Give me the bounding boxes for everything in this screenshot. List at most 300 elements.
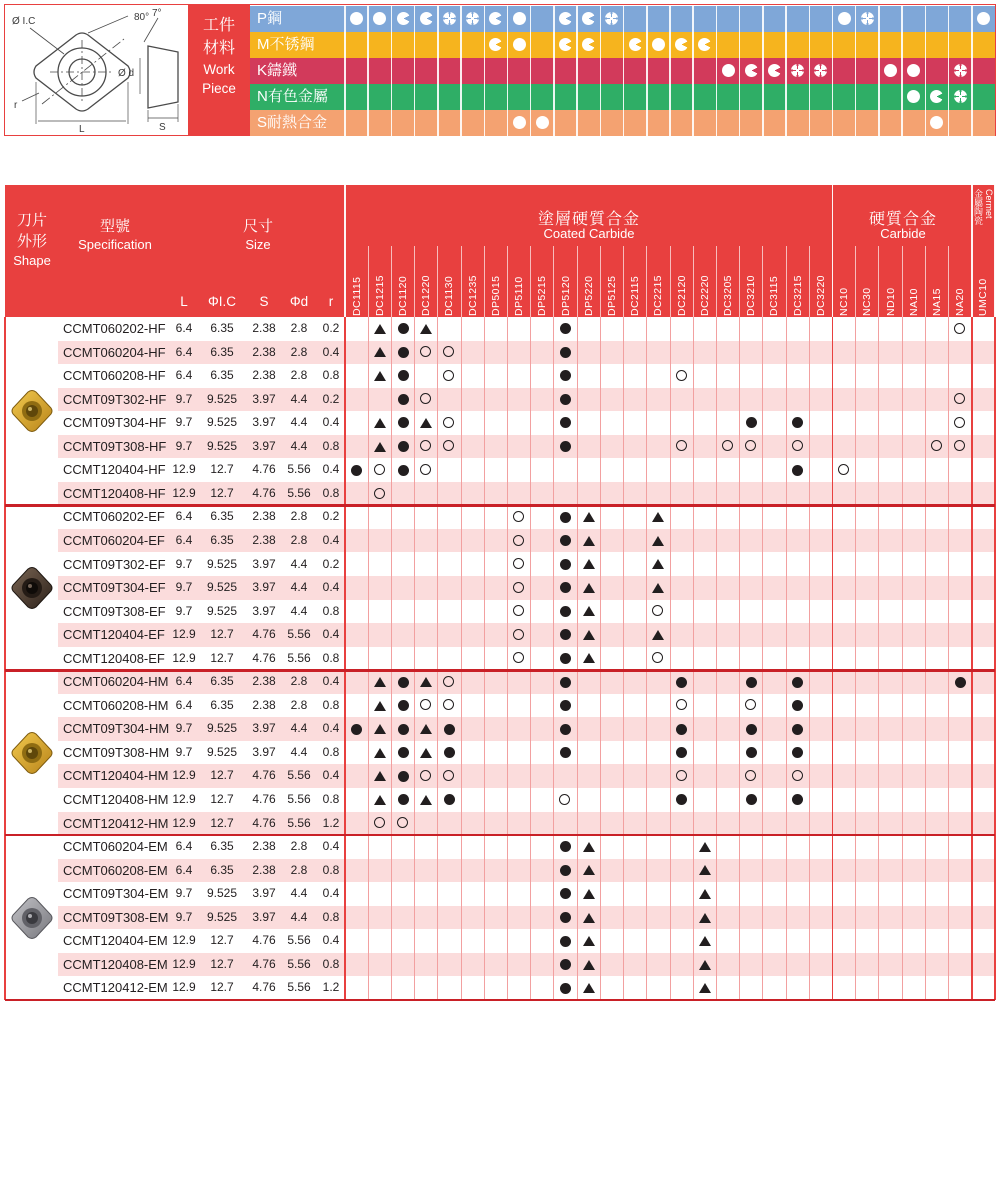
grade-mark-tri: [374, 724, 386, 734]
grade-mark-ring: [676, 699, 687, 710]
size-cell: 3.97: [252, 909, 276, 924]
grade-mark-ring: [513, 558, 524, 569]
grade-column-header-DC3115: DC3115: [768, 275, 781, 316]
insert-drawing-svg: [6, 6, 188, 134]
grade-mark-dot: [792, 724, 803, 735]
strip-column-divider: [762, 6, 764, 136]
grade-mark-ring: [374, 488, 385, 499]
size-cell: 4.4: [290, 886, 308, 901]
material-rating-full-icon: [652, 38, 665, 51]
grade-mark-dot: [398, 724, 409, 735]
shape-header-en: Shape: [13, 253, 51, 268]
grade-mark-dot: [560, 936, 571, 947]
size-cell: 3.97: [252, 886, 276, 901]
grade-mark-tri: [699, 889, 711, 899]
drawing-label-S: S: [159, 122, 166, 133]
cermet-group-header-en: Cermet: [984, 189, 994, 219]
grade-mark-dot: [398, 677, 409, 688]
size-cell: 0.8: [322, 438, 340, 453]
size-cell: 12.9: [172, 627, 196, 642]
grade-mark-ring: [513, 535, 524, 546]
body-column-line: [693, 317, 694, 1000]
size-cell: 9.525: [206, 415, 238, 430]
grade-mark-tri: [583, 536, 595, 546]
size-cell: 12.9: [172, 980, 196, 995]
size-cell: 9.525: [206, 603, 238, 618]
grade-mark-dot: [560, 512, 571, 523]
grade-mark-tri: [583, 913, 595, 923]
size-cell: 2.8: [290, 839, 308, 854]
grade-mark-dot: [792, 747, 803, 758]
grade-column-header-ND10: ND10: [884, 287, 897, 316]
grade-mark-tri: [374, 347, 386, 357]
body-column-line: [368, 317, 369, 1000]
group-separator-line: [5, 504, 995, 507]
size-cell: 12.7: [210, 956, 234, 971]
grade-mark-dot: [398, 747, 409, 758]
material-rating-pac-icon: [559, 12, 572, 25]
grade-mark-tri: [420, 324, 432, 334]
spec-cell: CCMT120408-EM: [63, 956, 168, 972]
size-cell: 12.9: [172, 933, 196, 948]
strip-column-divider: [623, 6, 625, 136]
grade-mark-dot: [792, 677, 803, 688]
grade-column-header-DC3210: DC3210: [745, 275, 758, 316]
grade-mark-ring: [652, 605, 663, 616]
insert-photo-gray: [7, 895, 57, 941]
material-rating-full-icon: [513, 116, 526, 129]
grade-mark-ring: [792, 770, 803, 781]
header-column-divider: [437, 246, 438, 317]
grade-mark-dot: [398, 465, 409, 476]
size-cell: 9.7: [175, 744, 193, 759]
header-column-divider: [368, 246, 369, 317]
header-column-divider: [670, 246, 671, 317]
body-column-line: [553, 317, 554, 1000]
body-column-line: [994, 317, 996, 1000]
body-column-line: [762, 317, 763, 1000]
spec-cell: CCMT060204-EM: [63, 839, 168, 855]
spec-cell: CCMT09T302-HF: [63, 391, 167, 407]
header-column-divider: [716, 246, 717, 317]
strip-column-divider: [971, 6, 973, 136]
size-cell: 4.76: [252, 485, 276, 500]
spec-cell: CCMT120404-EM: [63, 933, 168, 949]
material-rating-pac-icon: [768, 64, 781, 77]
size-cell: 2.8: [290, 532, 308, 547]
grade-mark-ring: [652, 652, 663, 663]
grade-column-header-DC1115: DC1115: [350, 276, 363, 316]
size-cell: 12.9: [172, 956, 196, 971]
spec-cell: CCMT060208-HM: [63, 697, 169, 713]
body-column-line: [507, 317, 508, 1000]
grade-mark-dot: [792, 417, 803, 428]
size-cell: 4.76: [252, 815, 276, 830]
size-cell: 3.97: [252, 603, 276, 618]
size-cell: 4.76: [252, 768, 276, 783]
grade-mark-dot: [560, 724, 571, 735]
grade-mark-tri: [583, 960, 595, 970]
material-rating-clover-icon: [443, 12, 456, 25]
body-column-line: [809, 317, 810, 1000]
strip-column-divider: [832, 6, 834, 136]
strip-column-divider: [878, 6, 880, 136]
material-row-label: P鋼: [257, 9, 283, 27]
size-cell: 9.525: [206, 580, 238, 595]
body-column-line: [855, 317, 856, 1000]
group-separator-line: [5, 999, 995, 1002]
size-cell: 4.4: [290, 909, 308, 924]
grade-mark-dot: [398, 441, 409, 452]
grade-mark-tri: [583, 583, 595, 593]
grade-mark-tri: [420, 748, 432, 758]
size-cell: 5.56: [287, 650, 311, 665]
grade-mark-dot: [560, 865, 571, 876]
grade-mark-dot: [560, 841, 571, 852]
size-cell: 2.8: [290, 321, 308, 335]
size-cell: 2.38: [252, 509, 276, 524]
size-cell: 6.35: [210, 344, 234, 359]
strip-column-divider: [669, 6, 671, 136]
size-cell: 3.97: [252, 438, 276, 453]
size-cell: 4.76: [252, 627, 276, 642]
strip-column-divider: [692, 6, 694, 136]
size-subheader-S: S: [259, 294, 269, 309]
header-column-divider: [948, 246, 949, 317]
grade-mark-tri: [583, 630, 595, 640]
material-rating-full-icon: [884, 64, 897, 77]
drawing-label-d: Ø d: [118, 68, 135, 79]
grade-mark-ring: [374, 817, 385, 828]
grade-mark-dot: [746, 417, 757, 428]
grade-mark-dot: [444, 794, 455, 805]
grade-mark-tri: [583, 653, 595, 663]
size-cell: 12.9: [172, 792, 196, 806]
grade-mark-dot: [746, 747, 757, 758]
grade-column-header-DC2220: DC2220: [698, 275, 711, 316]
body-column-line: [530, 317, 531, 1000]
strip-column-divider: [925, 6, 927, 136]
shape-header-zh2: 外形: [16, 233, 47, 250]
size-cell: 0.8: [322, 368, 340, 383]
grade-mark-dot: [792, 794, 803, 805]
coated-group-header-zh: 塗層硬質合金: [537, 211, 640, 228]
grade-column-header-NA15: NA15: [930, 288, 943, 316]
strip-column-divider: [576, 6, 578, 136]
size-cell: 2.38: [252, 344, 276, 359]
size-cell: 6.35: [210, 532, 234, 547]
grade-mark-ring: [676, 370, 687, 381]
spec-cell: CCMT060204-HM: [63, 674, 169, 690]
grade-mark-dot: [560, 983, 571, 994]
material-rating-full-icon: [536, 116, 549, 129]
size-cell: 9.525: [206, 391, 238, 406]
size-cell: 0.4: [322, 839, 340, 854]
spec-cell: CCMT120408-HF: [63, 485, 166, 501]
material-rating-full-icon: [350, 12, 363, 25]
spec-cell: CCMT120404-HM: [63, 768, 169, 784]
spec-cell: CCMT120404-HF: [63, 462, 166, 478]
strip-column-divider: [391, 6, 393, 136]
size-cell: 0.8: [322, 792, 340, 806]
size-cell: 0.4: [322, 674, 340, 689]
body-column-line: [391, 317, 392, 1000]
size-cell: 9.7: [175, 886, 193, 901]
size-cell: 9.525: [206, 721, 238, 736]
size-cell: 0.4: [322, 415, 340, 430]
size-cell: 9.7: [175, 391, 193, 406]
header-column-divider: [461, 246, 462, 317]
grade-mark-tri: [374, 677, 386, 687]
grade-mark-dot: [746, 677, 757, 688]
size-cell: 9.7: [175, 580, 193, 595]
spec-cell: CCMT120404-EF: [63, 627, 165, 643]
workpiece-title-zh1: 工件: [202, 17, 235, 34]
grade-mark-tri: [583, 559, 595, 569]
size-cell: 9.525: [206, 438, 238, 453]
size-cell: 0.8: [322, 956, 340, 971]
grade-mark-ring: [676, 440, 687, 451]
spec-cell: CCMT09T304-EM: [63, 886, 169, 902]
material-rating-pac-icon: [629, 38, 642, 51]
grade-mark-ring: [954, 323, 965, 334]
size-cell: 12.7: [210, 627, 234, 642]
size-cell: 6.4: [175, 344, 193, 359]
table-left-border: [4, 317, 6, 1000]
header-column-divider: [484, 246, 485, 317]
grade-mark-ring: [443, 370, 454, 381]
body-column-line: [971, 317, 973, 1000]
size-cell: 9.525: [206, 744, 238, 759]
size-cell: 12.7: [210, 485, 234, 500]
grade-column-header-NC30: NC30: [861, 287, 874, 316]
size-cell: 5.56: [287, 462, 311, 477]
size-cell: 12.7: [210, 768, 234, 783]
size-cell: 2.38: [252, 532, 276, 547]
carbide-group-header-en: Carbide: [880, 226, 926, 241]
grade-column-header-DC3220: DC3220: [814, 275, 827, 316]
spec-header-zh: 型號: [99, 218, 130, 235]
grade-mark-tri: [374, 442, 386, 452]
grade-mark-ring: [513, 511, 524, 522]
grade-mark-dot: [560, 441, 571, 452]
size-cell: 6.4: [175, 321, 193, 335]
grade-mark-dot: [560, 323, 571, 334]
size-cell: 0.4: [322, 627, 340, 642]
body-column-line: [739, 317, 740, 1000]
header-column-divider: [391, 246, 392, 317]
grade-column-header-DP5220: DP5220: [582, 275, 595, 316]
insert-photo-gold: [7, 388, 57, 434]
workpiece-title-block: [188, 4, 250, 136]
body-column-line: [832, 317, 834, 1000]
size-cell: 12.7: [210, 980, 234, 995]
grade-column-header-DP5015: DP5015: [489, 275, 502, 316]
size-cell: 5.56: [287, 792, 311, 806]
size-cell: 4.76: [252, 462, 276, 477]
header-column-divider: [507, 246, 508, 317]
spec-cell: CCMT09T308-EM: [63, 909, 169, 925]
grade-mark-ring: [513, 652, 524, 663]
size-cell: 12.7: [210, 933, 234, 948]
spec-cell: CCMT060208-EM: [63, 862, 168, 878]
material-rating-full-icon: [513, 12, 526, 25]
grade-mark-dot: [398, 323, 409, 334]
header-column-divider: [994, 185, 996, 317]
size-cell: 9.7: [175, 438, 193, 453]
size-cell: 12.7: [210, 650, 234, 665]
grade-column-header-DC1130: DC1130: [443, 275, 456, 316]
size-cell: 4.4: [290, 580, 308, 595]
size-cell: 0.4: [322, 721, 340, 736]
strip-column-divider: [646, 6, 648, 136]
grade-column-header-DC1215: DC1215: [373, 275, 386, 316]
strip-column-divider: [785, 6, 787, 136]
grade-mark-tri: [652, 559, 664, 569]
grade-column-header-DC3215: DC3215: [791, 275, 804, 316]
grade-mark-tri: [583, 606, 595, 616]
grade-mark-dot: [560, 394, 571, 405]
grade-mark-dot: [792, 465, 803, 476]
strip-column-divider: [344, 6, 346, 136]
grade-mark-dot: [560, 912, 571, 923]
spec-cell: CCMT060202-EF: [63, 509, 165, 525]
grade-mark-dot: [560, 347, 571, 358]
size-cell: 0.4: [322, 344, 340, 359]
material-rating-pac-icon: [675, 38, 688, 51]
spec-cell: CCMT09T304-HF: [63, 415, 167, 431]
grade-mark-ring: [745, 699, 756, 710]
spec-cell: CCMT060208-HF: [63, 368, 166, 384]
size-cell: 12.7: [210, 792, 234, 806]
carbide-group-header-zh: 硬質合金: [868, 211, 937, 228]
material-rating-clover-icon: [954, 90, 967, 103]
size-header-zh: 尺寸: [242, 218, 273, 235]
grade-column-header-NA20: NA20: [954, 288, 967, 316]
grade-mark-tri: [652, 512, 664, 522]
spec-cell: CCMT060204-HF: [63, 344, 166, 360]
grade-mark-dot: [398, 794, 409, 805]
grade-column-header-NC10: NC10: [838, 287, 851, 316]
grade-mark-tri: [583, 842, 595, 852]
size-cell: 0.8: [322, 650, 340, 665]
size-cell: 6.4: [175, 368, 193, 383]
size-cell: 2.38: [252, 368, 276, 383]
drawing-label-r: r: [14, 100, 18, 111]
size-cell: 9.525: [206, 556, 238, 571]
header-column-divider: [553, 246, 554, 317]
body-column-line: [484, 317, 485, 1000]
size-cell: 12.9: [172, 650, 196, 665]
size-cell: 4.4: [290, 438, 308, 453]
grade-mark-dot: [560, 417, 571, 428]
grade-mark-dot: [746, 794, 757, 805]
size-cell: 6.4: [175, 532, 193, 547]
grade-mark-tri: [699, 983, 711, 993]
strip-column-divider: [553, 6, 555, 136]
grade-mark-dot: [560, 888, 571, 899]
size-cell: 1.2: [322, 815, 340, 830]
size-cell: 4.4: [290, 603, 308, 618]
grade-mark-dot: [351, 465, 362, 476]
size-cell: 4.4: [290, 415, 308, 430]
drawing-label-7: 7°: [152, 8, 162, 19]
size-cell: 1.2: [322, 980, 340, 995]
grade-mark-tri: [374, 324, 386, 334]
size-cell: 0.4: [322, 768, 340, 783]
grade-column-header-DP5110: DP5110: [513, 276, 526, 316]
grade-mark-ring: [838, 464, 849, 475]
insert-photo-dark: [7, 565, 57, 611]
body-column-line: [670, 317, 671, 1000]
strip-column-divider: [507, 6, 509, 136]
spec-cell: CCMT09T304-HM: [63, 721, 170, 737]
size-cell: 6.35: [210, 674, 234, 689]
size-cell: 5.56: [287, 627, 311, 642]
grade-mark-tri: [652, 630, 664, 640]
body-column-line: [902, 317, 903, 1000]
size-cell: 9.7: [175, 556, 193, 571]
header-column-divider: [739, 246, 740, 317]
size-cell: 4.76: [252, 980, 276, 995]
spec-cell: CCMT09T308-HM: [63, 744, 170, 760]
material-row-label: S耐熱合金: [257, 113, 328, 131]
header-column-divider: [600, 246, 601, 317]
grade-mark-tri: [420, 795, 432, 805]
size-cell: 3.97: [252, 744, 276, 759]
insert-photo-gold: [7, 730, 57, 776]
header-column-divider: [832, 185, 834, 317]
header-column-divider: [414, 246, 415, 317]
header-column-divider: [693, 246, 694, 317]
size-cell: 5.56: [287, 815, 311, 830]
size-cell: 6.4: [175, 839, 193, 854]
header-column-divider: [902, 246, 903, 317]
size-cell: 3.97: [252, 556, 276, 571]
grade-mark-tri: [374, 371, 386, 381]
grade-mark-ring: [513, 582, 524, 593]
strip-column-divider: [460, 6, 462, 136]
grade-mark-dot: [560, 559, 571, 570]
size-cell: 4.76: [252, 956, 276, 971]
grade-mark-dot: [746, 724, 757, 735]
size-cell: 12.9: [172, 485, 196, 500]
size-cell: 0.4: [322, 933, 340, 948]
grade-column-header-DP5125: DP5125: [605, 275, 618, 316]
size-header-en: Size: [245, 237, 271, 252]
header-column-divider: [623, 246, 624, 317]
header-column-divider: [577, 246, 578, 317]
size-cell: 3.97: [252, 721, 276, 736]
grade-mark-ring: [443, 699, 454, 710]
body-column-line: [600, 317, 601, 1000]
grade-mark-dot: [560, 747, 571, 758]
material-row-label: N有色金屬: [257, 87, 328, 105]
spec-cell: CCMT060202-HF: [63, 321, 166, 336]
size-cell: 2.8: [290, 674, 308, 689]
grade-mark-tri: [374, 418, 386, 428]
size-cell: 6.35: [210, 509, 234, 524]
size-cell: 0.2: [322, 556, 340, 571]
size-cell: 4.76: [252, 792, 276, 806]
size-cell: 5.56: [287, 956, 311, 971]
grade-mark-dot: [676, 677, 687, 688]
grade-mark-ring: [443, 417, 454, 428]
workpiece-title-zh2: 材料: [202, 40, 235, 57]
grade-mark-dot: [398, 700, 409, 711]
grade-mark-tri: [583, 983, 595, 993]
grade-column-header-DC2215: DC2215: [652, 275, 665, 316]
